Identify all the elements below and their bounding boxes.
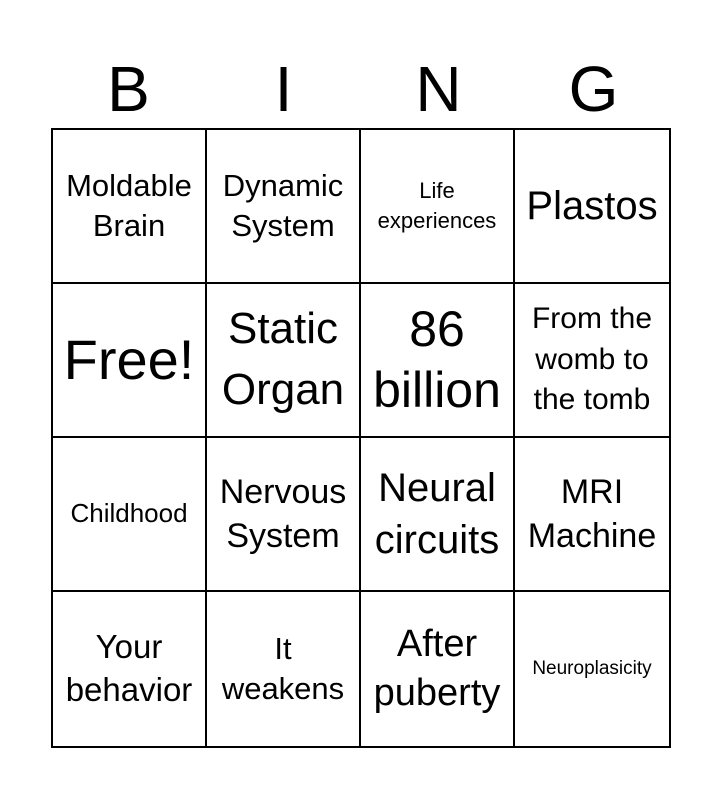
cell-label: Neuroplasicity (532, 657, 652, 679)
cell-label: Free! (63, 328, 195, 392)
cell-label: Plastos (526, 184, 658, 228)
bingo-cell[interactable] (53, 438, 207, 592)
header-letter-b: B (107, 53, 150, 125)
header-letter-g: G (568, 53, 619, 125)
bingo-cell[interactable] (361, 438, 515, 592)
cell-label: From the womb to the tomb (531, 302, 653, 417)
bingo-cell[interactable] (53, 592, 207, 746)
bingo-cell[interactable] (207, 592, 361, 746)
cell-label: It weakens (221, 630, 345, 706)
bingo-cell[interactable] (207, 130, 361, 284)
cell-label: Your behavior (65, 628, 193, 708)
cell-label: Life experiences (377, 178, 497, 233)
cell-label: After puberty (373, 622, 501, 714)
bingo-cell[interactable] (515, 130, 669, 284)
cell-label: Dynamic System (222, 167, 344, 243)
cell-label: Nervous System (219, 472, 347, 555)
cell-label: Static Organ (221, 304, 345, 414)
cell-label: Neural circuits (374, 466, 500, 562)
bingo-cell[interactable] (361, 284, 515, 438)
bingo-cell[interactable] (515, 592, 669, 746)
bingo-cell[interactable] (207, 438, 361, 592)
bingo-cell[interactable] (361, 130, 515, 284)
cell-label: MRI Machine (527, 472, 657, 555)
bingo-cell[interactable] (515, 438, 669, 592)
header-letter-i: I (274, 53, 293, 125)
free-space-cell[interactable] (53, 284, 207, 438)
cell-label: Moldable Brain (66, 167, 192, 243)
bingo-cell[interactable] (207, 284, 361, 438)
header-letter-n: N (415, 53, 462, 125)
bingo-cell[interactable] (53, 130, 207, 284)
cell-label: 86 billion (373, 301, 501, 418)
cell-label: Childhood (70, 498, 188, 529)
bingo-cell[interactable] (361, 592, 515, 746)
bingo-cell[interactable] (515, 284, 669, 438)
bingo-board (51, 128, 671, 748)
bingo-header (51, 50, 671, 128)
